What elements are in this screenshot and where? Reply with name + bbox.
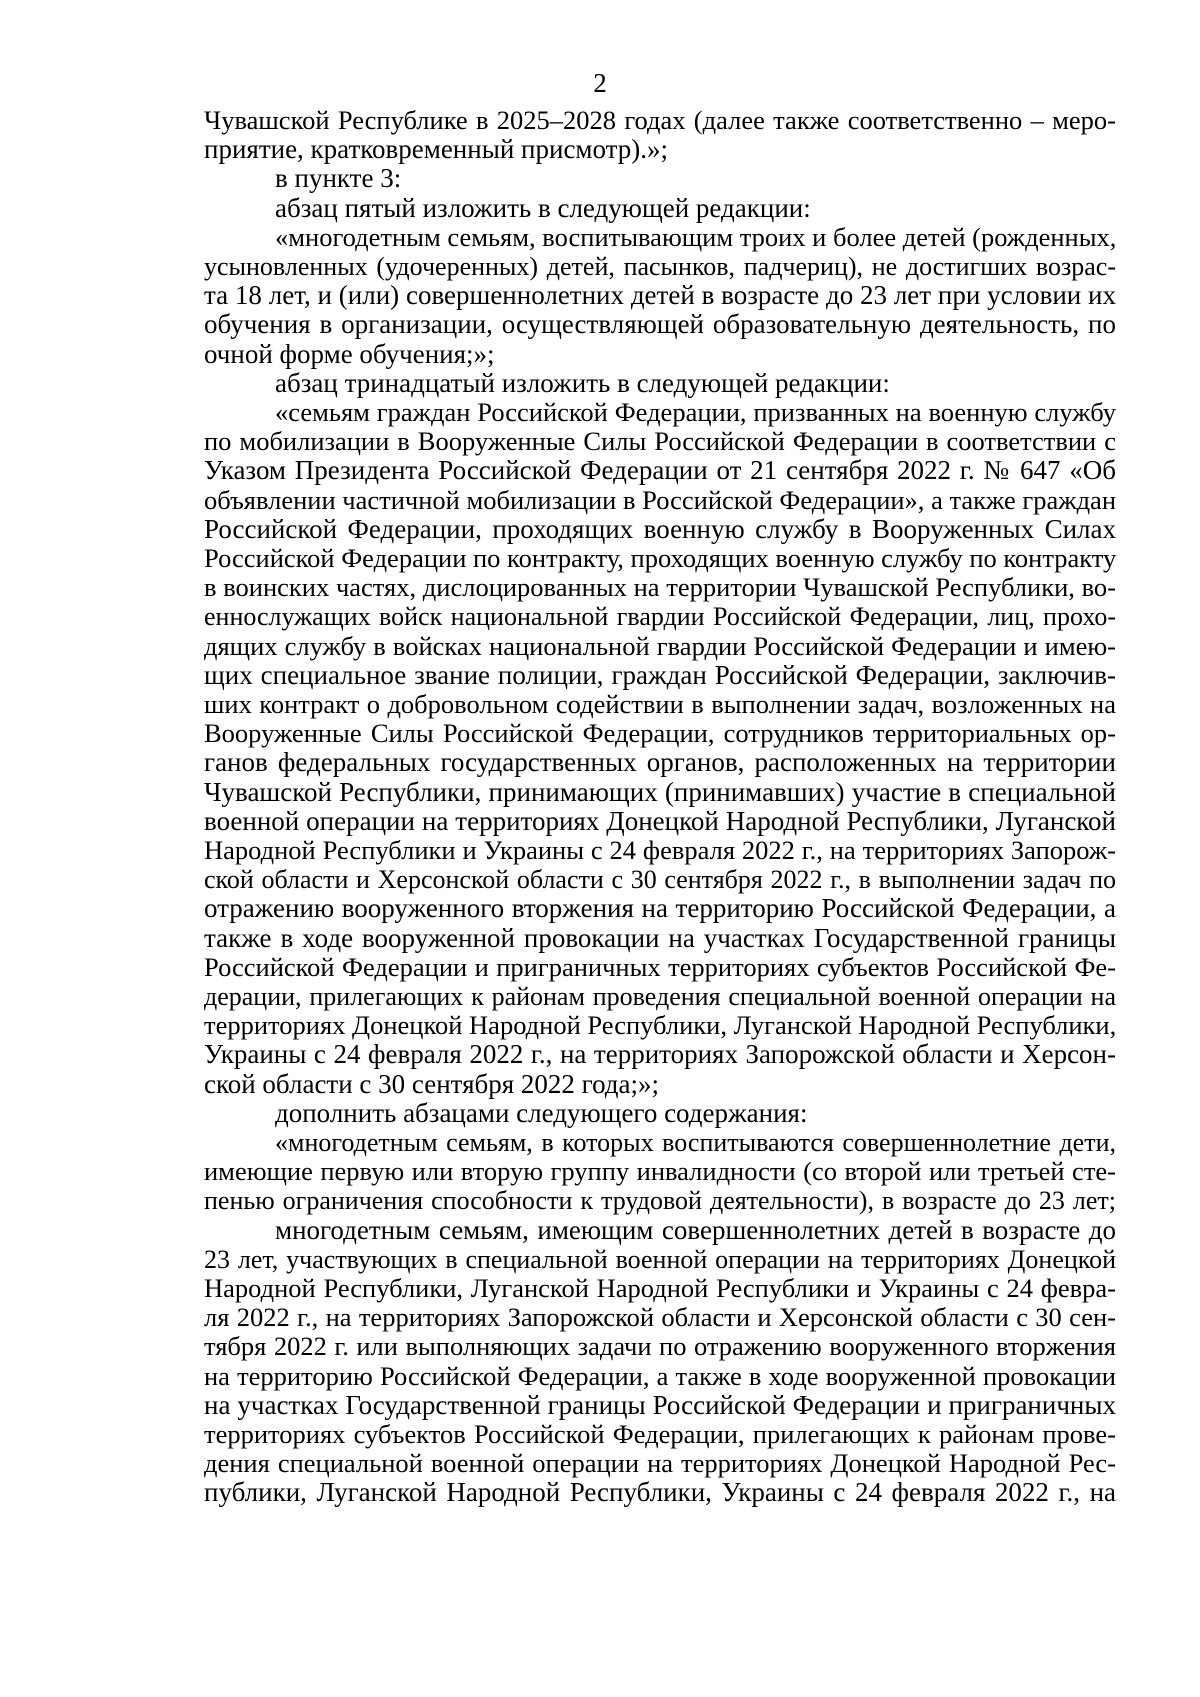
text-line-content: Российской Федерации, проходящих военную службу в Вооруженных Силах bbox=[204, 513, 1116, 544]
text-line bbox=[0, 1362, 1200, 1391]
text-line-content: пенью ограничения способности к трудовой деятельности), в возрасте до 23 лет; bbox=[204, 1186, 1116, 1216]
text-line-content: территориях Донецкой Народной Республики, Луганской Народной Республики, bbox=[204, 1010, 1117, 1041]
text-line-content: по мобилизации в Вооруженные Силы Российской Федерации в соответствии с bbox=[204, 426, 1116, 457]
text-line-content: приятие, кратковременный присмотр).»; bbox=[204, 134, 669, 165]
text-line-content: дополнить абзацами следующего содержания: bbox=[275, 1097, 808, 1128]
text-line-content: очной форме обучения;»; bbox=[204, 338, 495, 369]
text-line-content: дерации, прилегающих к районам проведения специальной военной операции на bbox=[204, 982, 1116, 1011]
text-line-content: обучения в организации, осуществляющей образовательную деятельность, по bbox=[204, 309, 1116, 340]
text-line bbox=[0, 1011, 1200, 1040]
text-line bbox=[0, 398, 1200, 427]
text-line bbox=[0, 281, 1200, 310]
text-line bbox=[0, 310, 1200, 339]
text-line bbox=[0, 602, 1200, 631]
text-line bbox=[0, 1478, 1200, 1507]
text-line bbox=[0, 340, 1200, 369]
text-line bbox=[0, 719, 1200, 748]
text-line-content: территориях субъектов Российской Федерации, прилегающих к районам прове- bbox=[204, 1419, 1116, 1449]
text-line-content: Российской Федерации и приграничных территориях субъектов Российской Фе- bbox=[204, 951, 1116, 982]
text-line bbox=[0, 924, 1200, 953]
text-line bbox=[0, 1332, 1200, 1361]
text-line-content: объявлении частичной мобилизации в Российской Федерации», а также граждан bbox=[204, 484, 1116, 515]
text-line-content: «многодетным семьям, воспитывающим троих и более детей (рожденных, bbox=[275, 221, 1117, 252]
text-line bbox=[0, 369, 1200, 398]
text-line bbox=[0, 1303, 1200, 1332]
text-line bbox=[0, 164, 1200, 193]
text-line bbox=[0, 748, 1200, 777]
page-number: 2 bbox=[593, 68, 607, 98]
text-line-content: Чувашской Республике в 2025–2028 годах (далее также соответственно – меро- bbox=[204, 105, 1116, 135]
text-line bbox=[0, 544, 1200, 573]
text-line-content: щих специальное звание полиции, граждан Российской Федерации, заключив- bbox=[204, 659, 1116, 690]
text-line-content: имеющие первую или вторую группу инвалидности (со второй или третьей сте- bbox=[204, 1156, 1116, 1187]
text-line bbox=[0, 194, 1200, 223]
text-line bbox=[0, 1070, 1200, 1099]
text-line bbox=[0, 573, 1200, 602]
text-line-content: та 18 лет, и (или) совершеннолетних детей в возрасте до 23 лет при условии их bbox=[204, 280, 1116, 311]
text-line-content: абзац пятый изложить в следующей редакции: bbox=[275, 192, 811, 223]
text-line-content: ской области и Херсонской области с 30 сентября 2022 г., в выполнении задач по bbox=[204, 865, 1116, 895]
text-line-content: еннослужащих войск национальной гвардии Российской Федерации, лиц, прохо- bbox=[204, 602, 1116, 632]
text-line-content: Российской Федерации по контракту, проходящих военную службу по контракту bbox=[204, 543, 1117, 573]
text-line bbox=[0, 1391, 1200, 1420]
text-line-content: публики, Луганской Народной Республики, Украины с 24 февраля 2022 г., на bbox=[204, 1477, 1116, 1508]
text-line bbox=[0, 456, 1200, 485]
text-line-content: дящих службу в войсках национальной гвардии Российской Федерации и имею- bbox=[204, 630, 1116, 661]
text-line-content: также в ходе вооруженной провокации на участках Государственной границы bbox=[204, 922, 1116, 953]
text-line bbox=[0, 486, 1200, 515]
text-line bbox=[0, 1040, 1200, 1069]
text-line-content: в воинских частях, дислоцированных на территории Чувашской Республики, во- bbox=[204, 572, 1116, 603]
text-line-content: «многодетным семьям, в которых воспитываются совершеннолетние дети, bbox=[275, 1128, 1116, 1157]
text-line-content: на территорию Российской Федерации, а также в ходе вооруженной провокации bbox=[204, 1360, 1116, 1391]
text-line bbox=[0, 1099, 1200, 1128]
text-line-content: в пункте 3: bbox=[275, 163, 402, 194]
text-line bbox=[0, 223, 1200, 252]
text-line-content: многодетным семьям, имеющим совершеннолетних детей в возрасте до bbox=[275, 1214, 1116, 1245]
text-line bbox=[0, 661, 1200, 690]
text-line bbox=[0, 807, 1200, 836]
text-line bbox=[0, 1449, 1200, 1478]
text-line bbox=[0, 778, 1200, 807]
text-line bbox=[0, 106, 1200, 135]
text-line bbox=[0, 135, 1200, 164]
text-line-content: Народной Республики, Луганской Народной Республики и Украины с 24 февра- bbox=[204, 1273, 1116, 1303]
text-line-content: дения специальной военной операции на территориях Донецкой Народной Рес- bbox=[204, 1448, 1116, 1479]
text-line bbox=[0, 982, 1200, 1011]
text-line bbox=[0, 953, 1200, 982]
text-line-content: тября 2022 г. или выполняющих задачи по отражению вооруженного вторжения bbox=[204, 1331, 1116, 1362]
text-line-content: Украины с 24 февраля 2022 г., на территориях Запорожской области и Херсон- bbox=[204, 1039, 1116, 1070]
text-line-content: абзац тринадцатый изложить в следующей редакции: bbox=[275, 367, 890, 398]
text-line bbox=[0, 632, 1200, 661]
text-line-content: ской области с 30 сентября 2022 года;»; bbox=[204, 1068, 660, 1099]
text-line bbox=[0, 894, 1200, 923]
text-line bbox=[0, 1245, 1200, 1274]
text-line bbox=[0, 1128, 1200, 1157]
text-line bbox=[0, 515, 1200, 544]
text-line-content: отражению вооруженного вторжения на территорию Российской Федерации, а bbox=[204, 893, 1116, 924]
text-line-content: ля 2022 г., на территориях Запорожской области и Херсонской области с 30 сен- bbox=[204, 1302, 1116, 1333]
text-line bbox=[0, 1420, 1200, 1449]
text-line bbox=[0, 690, 1200, 719]
text-line-content: «семьям граждан Российской Федерации, призванных на военную службу bbox=[275, 397, 1116, 427]
text-line bbox=[0, 865, 1200, 894]
text-line-content: усыновленных (удочеренных) детей, пасынков, падчериц), не достигших возрас- bbox=[204, 252, 1116, 281]
text-line bbox=[0, 1216, 1200, 1245]
text-line-content: военной операции на территориях Донецкой Народной Республики, Луганской bbox=[204, 805, 1116, 836]
text-line bbox=[0, 1157, 1200, 1186]
text-line-content: Вооруженные Силы Российской Федерации, сотрудников территориальных ор- bbox=[204, 718, 1116, 749]
text-line-content: Чувашской Республики, принимающих (принимавших) участие в специальной bbox=[204, 776, 1116, 807]
text-line bbox=[0, 1274, 1200, 1303]
text-line-content: Указом Президента Российской Федерации от 21 сентября 2022 г. № 647 «Об bbox=[204, 455, 1116, 486]
text-line-content: Народной Республики и Украины с 24 февраля 2022 г., на территориях Запорож- bbox=[204, 835, 1116, 865]
text-line bbox=[0, 427, 1200, 456]
text-line-content: на участках Государственной границы Российской Федерации и приграничных bbox=[204, 1389, 1116, 1420]
text-line bbox=[0, 252, 1200, 281]
text-line bbox=[0, 1186, 1200, 1215]
text-line bbox=[0, 836, 1200, 865]
text-line-content: ганов федеральных государственных органов, расположенных на территории bbox=[204, 747, 1116, 778]
text-line-content: 23 лет, участвующих в специальной военной операции на территориях Донецкой bbox=[204, 1244, 1116, 1274]
text-line-content: ших контракт о добровольном содействии в выполнении задач, возложенных на bbox=[204, 689, 1116, 719]
